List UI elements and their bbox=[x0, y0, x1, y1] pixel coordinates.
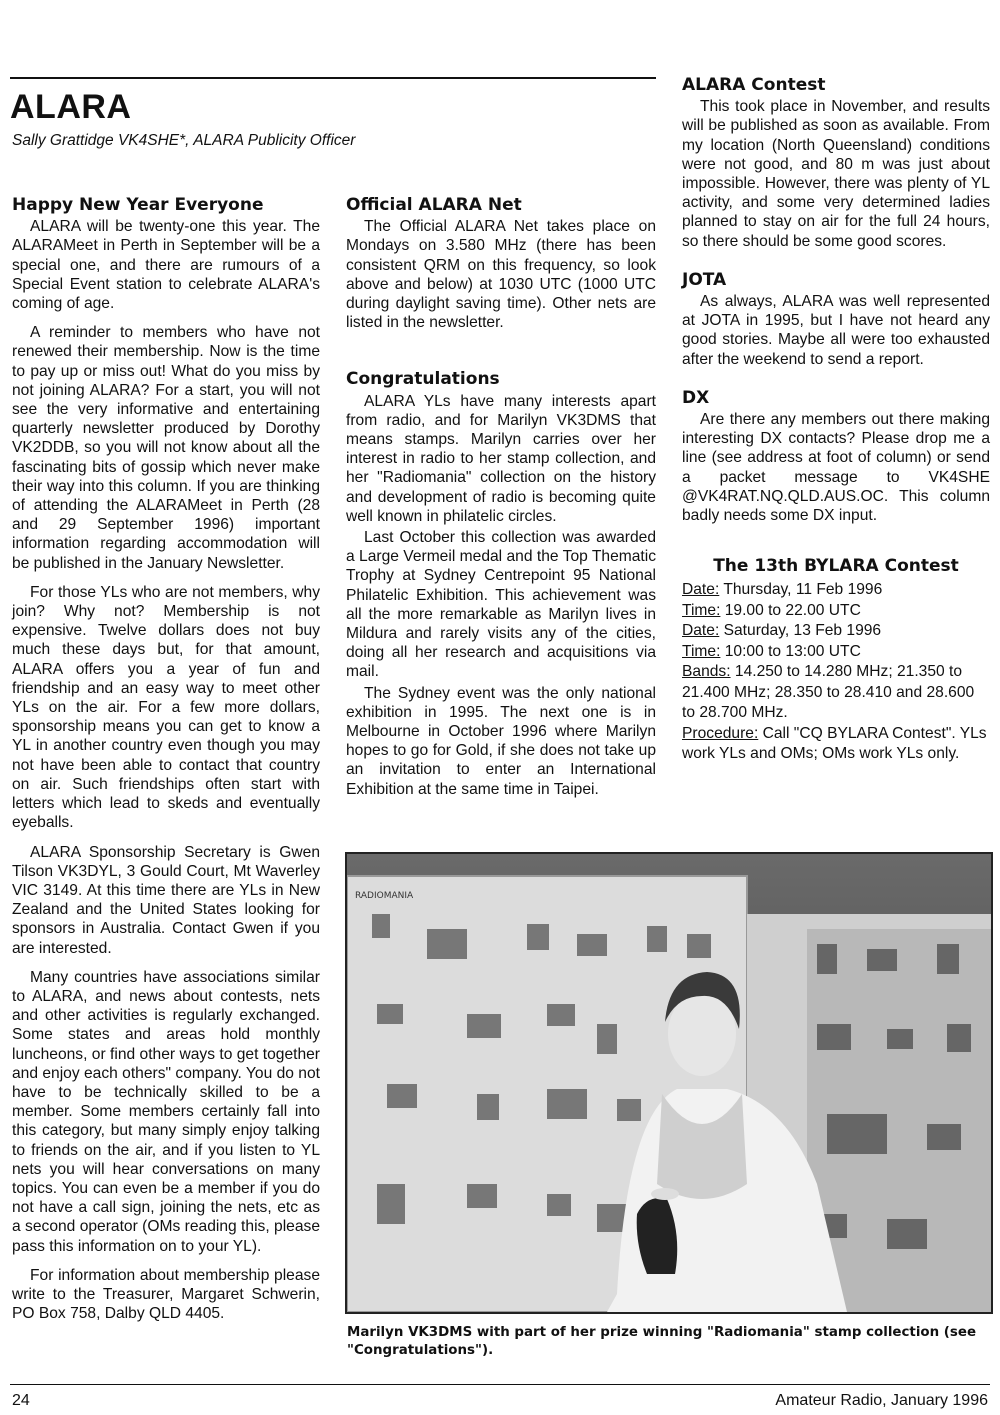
row-label: Date: bbox=[682, 622, 720, 640]
paragraph: Many countries have associations similar to ALARA, and news about contests, nets and other activities is regularly exchanged. Some states and areas hold monthly luncheons, or find other ways to get together and enjoy each others" company. You do not have to be technically skilled to be a member. Some members certainly fall into this category, but many simply enjoy talking to friends on the air, and if you listen to YL nets you will hear conversations on many topics. You can even be a member if you do not have a call sign, joining the nets, etc as a second operator (OMs reading this, please pass this information on to your YL). bbox=[12, 968, 320, 1255]
paragraph: Last October this collection was awarded a Large Vermeil medal and the Top Thematic Trophy at Sydney Centrepoint 95 National Philatelic Exhibition. This achievement was all the more remarkable as Marilyn lives in Mildura and rarely visits any of the cities, doing all her research and acquisitions via mail. bbox=[346, 529, 656, 681]
paragraph: The Sydney event was the only national exhibition in 1995. The next one is in Melbourne in October 1996 where Marilyn hopes to go for Gold, if she does not take up an invitation to enter an International Exhibition at the same time in Taipei. bbox=[346, 684, 656, 798]
row-label: Time: bbox=[682, 601, 721, 619]
paragraph: For those YLs who are not members, why join? Why not? Membership is not expensive. Twelve dollars does not buy much these days but, for that amount, ALARA offers you a year of fun and friendship and an easy way to meet other YLs on the air. For a few more dollars, sponsorship means you can get to know a YL in another country even though you may not have been able to contact that country on air. Such friendships often start with letters which lead to skeds and eventually eyeballs. bbox=[12, 583, 320, 832]
row-value: Call "CQ BYLARA Contest". YLs work YLs and OMs; OMs work YLs only. bbox=[682, 724, 987, 763]
sign-radiomania: RADIOMANIA bbox=[355, 891, 414, 901]
row-value: Saturday, 13 Feb 1996 bbox=[719, 622, 882, 640]
row-value: 14.250 to 14.280 MHz; 21.350 to 21.400 MHz; 28.350 to 28.410 and 28.600 to 28.700 MHz. bbox=[682, 663, 975, 722]
row-label: Procedure: bbox=[682, 724, 759, 742]
publication-footer: Amateur Radio, January 1996 bbox=[775, 1392, 988, 1409]
contest-row bbox=[682, 601, 990, 622]
photo-illustration bbox=[347, 854, 991, 1312]
heading-official-net: Official ALARA Net bbox=[346, 195, 522, 215]
footer-rule bbox=[10, 1384, 990, 1385]
heading-jota: JOTA bbox=[682, 269, 727, 290]
header-rule bbox=[10, 77, 656, 79]
byline: Sally Grattidge VK4SHE*, ALARA Publicity Officer bbox=[12, 132, 356, 149]
contest-row bbox=[682, 662, 990, 724]
paragraph: This took place in November, and results will be published as soon as available. From my location (North Queensland) conditions were not good, and 80 m was just about impossible. However, there was plenty of YL activity, and some very determined ladies planned to stay on air for the full 24 hours, so there should be some good scores. bbox=[682, 98, 990, 250]
column-3 bbox=[682, 76, 990, 765]
paragraph: ALARA YLs have many interests apart from radio, and for Marilyn VK3DMS that means stamps. Marilyn carries over her interest in radio to her stamp collection, and her "Radiomania" collection on the history and development of radio is becoming quite well known in philatelic circles. bbox=[346, 392, 656, 525]
page-title: ALARA bbox=[10, 88, 132, 126]
contest-row bbox=[682, 621, 990, 642]
row-label: Time: bbox=[682, 642, 721, 660]
paragraph: For information about membership please write to the Treasurer, Margaret Schwerin, PO Box 758, Dalby QLD 4405. bbox=[12, 1266, 320, 1323]
row-value: Thursday, 11 Feb 1996 bbox=[719, 581, 883, 599]
stamp-collection-photo bbox=[345, 852, 993, 1314]
column-1 bbox=[12, 196, 320, 1333]
heading-alara-contest: ALARA Contest bbox=[682, 75, 826, 95]
row-value: 19.00 to 22.00 UTC bbox=[720, 601, 861, 619]
paragraph: As always, ALARA was well represented at JOTA in 1995, but I have not heard any good stories. Maybe all were too exhausted after the weekend to send a report. bbox=[682, 293, 990, 368]
photo-caption: Marilyn VK3DMS with part of her prize winning "Radiomania" stamp collection (see "Congratulations"). bbox=[347, 1325, 977, 1358]
paragraph: Are there any members out there making interesting DX contacts? Please drop me a line (see address at foot of column) or send a packet message to VK4SHE @VK4RAT.NQ.QLD.AUS.OC. This column badly needs some DX input. bbox=[682, 411, 990, 525]
contest-row bbox=[682, 642, 990, 663]
column-2 bbox=[346, 196, 656, 801]
contest-row bbox=[682, 580, 990, 601]
bylara-contest-box bbox=[682, 557, 990, 765]
heading-congratulations: Congratulations bbox=[346, 369, 500, 390]
heading-happy-new-year: Happy New Year Everyone bbox=[12, 195, 264, 215]
row-label: Bands: bbox=[682, 663, 731, 681]
row-value: 10:00 to 13:00 UTC bbox=[720, 642, 861, 660]
heading-dx: DX bbox=[682, 387, 710, 408]
heading-bylara-contest: The 13th BYLARA Contest bbox=[713, 556, 959, 577]
paragraph: ALARA will be twenty-one this year. The ALARAMeet in Perth in September will be a special one, and there are rumours of a Special Event station to celebrate ALARA's coming of age. bbox=[12, 218, 320, 313]
row-label: Date: bbox=[682, 581, 720, 599]
page-number: 24 bbox=[12, 1392, 30, 1409]
paragraph: ALARA Sponsorship Secretary is Gwen Tilson VK3DYL, 3 Gould Court, Mt Waverley VIC 3149. At this time there are YLs in New Zealand and the United States looking for sponsors in Australia. Contact Gwen if you are interested. bbox=[12, 843, 320, 957]
contest-row bbox=[682, 724, 990, 765]
paragraph: A reminder to members who have not renewed their membership. Now is the time to pay up or miss out! What do you miss by not joining ALARA? For a start, you will not see the very informative and entertaining quarterly newsletter produced by Dorothy VK2DDB, so you will not know about all the fascinating bits of gossip which never make their way into this column. If you are thinking of attending the ALARAMeet in Perth (28 and 29 September 1996) important information regarding accommodation will be published in the January Newsletter. bbox=[12, 324, 320, 572]
paragraph: The Official ALARA Net takes place on Mondays on 3.580 MHz (there has been consistent QRM on this frequency, so look above and below) at 1030 UTC (1000 UTC during daylight saving time). Other nets are listed in the newsletter. bbox=[346, 218, 656, 332]
